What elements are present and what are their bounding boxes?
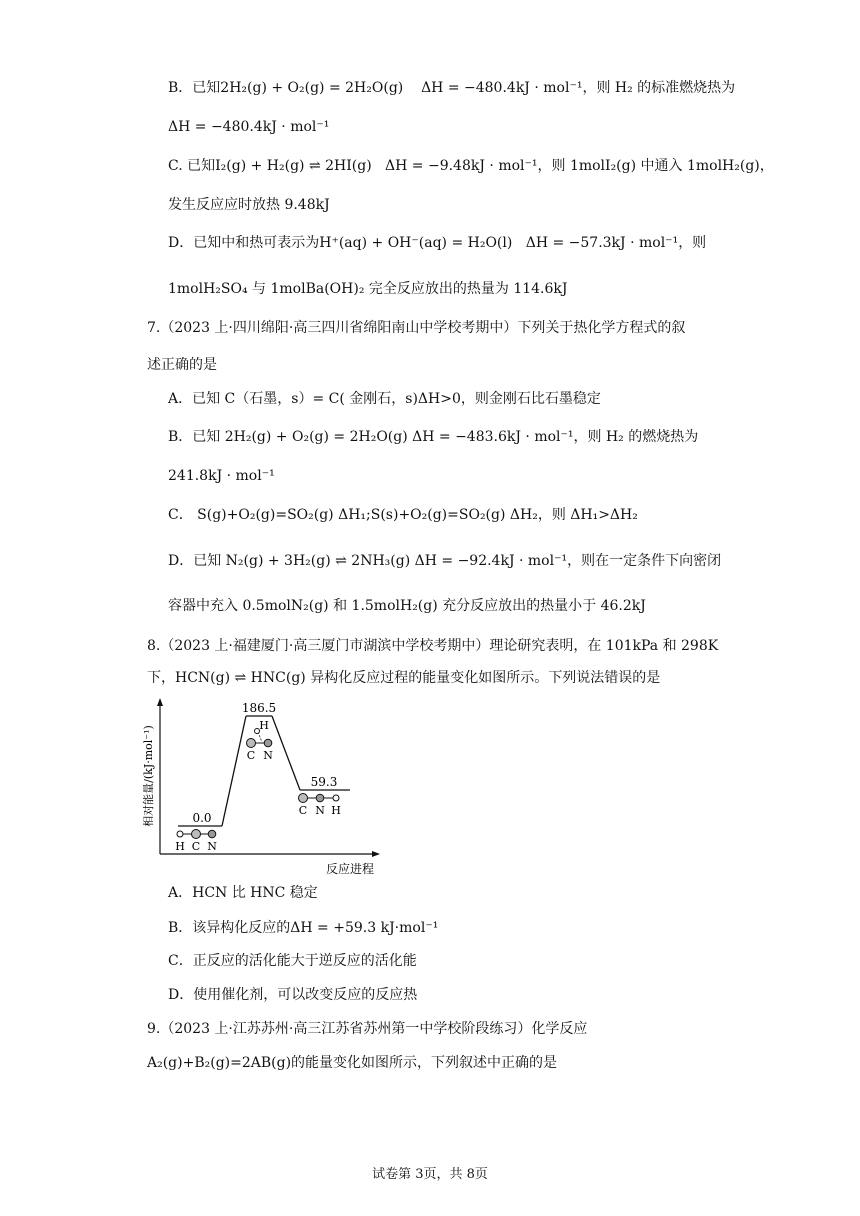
- path-fall: [272, 716, 300, 790]
- q9-stem: 9.（2023 上·江苏苏州·高三江苏省苏州第一中学校阶段练习）化学反应: [147, 1021, 588, 1037]
- q7-option-b: B．已知 2H₂(g) + O₂(g) = 2H₂O(g) ΔH = −483.6kJ · mol⁻¹，则 H₂ 的燃烧热为: [168, 429, 699, 445]
- atom-c: [247, 739, 256, 748]
- molecule-hcn: [175, 830, 217, 854]
- atom-c: [299, 794, 308, 803]
- atom-n: [316, 794, 324, 802]
- svg-text:H: H: [259, 719, 269, 732]
- svg-text:C: C: [298, 804, 308, 817]
- svg-text:N: N: [263, 749, 273, 762]
- q6-option-b: B．已知2H₂(g) + O₂(g) = 2H₂O(g) ΔH = −480.4kJ · mol⁻¹，则 H₂ 的标准燃烧热为: [168, 80, 736, 96]
- molecule-transition-state: [247, 719, 274, 762]
- q6-option-d: D．已知中和热可表示为H⁺(aq) + OH⁻(aq) = H₂O(l) ΔH = −57.3kJ · mol⁻¹，则: [168, 235, 707, 251]
- svg-text:N: N: [315, 804, 325, 817]
- page-footer: 试卷第 3页，共 8页: [372, 1167, 488, 1182]
- q6-option-d-cont: 1molH₂SO₄ 与 1molBa(OH)₂ 完全反应放出的热量为 114.6kJ: [168, 281, 568, 297]
- svg-text:C: C: [191, 840, 201, 853]
- path-rise: [222, 716, 246, 826]
- q8-stem: 8.（2023 上·福建厦门·高三厦门市湖滨中学校考期中）理论研究表明，在 101kPa 和 298K: [147, 638, 719, 654]
- atom-h: [333, 795, 339, 801]
- q7-option-d-cont: 容器中充入 0.5molN₂(g) 和 1.5molH₂(g) 充分反应放出的热量小于 46.2kJ: [168, 598, 646, 614]
- x-axis-arrow: [372, 851, 380, 857]
- y-axis-arrow: [157, 698, 163, 706]
- q8-option-a: A．HCN 比 HNC 稳定: [168, 885, 318, 901]
- q7-stem-cont: 述正确的是: [147, 357, 217, 373]
- q7-option-b-cont: 241.8kJ · mol⁻¹: [168, 468, 275, 484]
- q6-option-c: C. 已知I₂(g) + H₂(g) ⇌ 2HI(g) ΔH = −9.48kJ · mol⁻¹，则 1molI₂(g) 中通入 1molH₂(g)，: [168, 158, 774, 174]
- svg-text:C: C: [246, 749, 256, 762]
- x-axis-label: 反应进程: [325, 862, 375, 876]
- svg-text:H: H: [331, 804, 341, 817]
- q7-option-d: D．已知 N₂(g) + 3H₂(g) ⇌ 2NH₃(g) ΔH = −92.4kJ · mol⁻¹，则在一定条件下向密闭: [168, 553, 722, 569]
- value-start: 0.0: [192, 811, 212, 825]
- q8-option-b: B．该异构化反应的ΔH = +59.3 kJ·mol⁻¹: [168, 920, 439, 936]
- q7-option-a: A．已知 C（石墨，s）= C( 金刚石，s)ΔH>0，则金刚石比石墨稳定: [168, 391, 601, 407]
- svg-text:N: N: [207, 840, 217, 853]
- molecule-hnc: [299, 794, 341, 818]
- q6-option-b-cont: ΔH = −480.4kJ · mol⁻¹: [168, 119, 330, 135]
- q6-option-c-cont: 发生反应应时放热 9.48kJ: [168, 197, 330, 213]
- atom-n: [264, 739, 272, 747]
- q9-stem-cont: A₂(g)+B₂(g)=2AB(g)的能量变化如图所示，下列叙述中正确的是: [147, 1055, 558, 1071]
- svg-text:H: H: [175, 840, 185, 853]
- q7-option-c: C． S(g)+O₂(g)=SO₂(g) ΔH₁;S(s)+O₂(g)=SO₂(g) ΔH₂，则 ΔH₁>ΔH₂: [168, 507, 638, 523]
- y-axis-label: 相对能量/(kJ·mol⁻¹): [142, 725, 155, 827]
- atom-n: [208, 830, 216, 838]
- q8-option-c: C．正反应的活化能大于逆反应的活化能: [168, 953, 417, 969]
- atom-c: [192, 830, 201, 839]
- value-ts: 186.5: [241, 701, 277, 715]
- atom-h: [177, 831, 183, 837]
- value-end: 59.3: [310, 775, 338, 789]
- q8-stem-cont: 下，HCN(g) ⇌ HNC(g) 异构化反应过程的能量变化如图所示。下列说法错误的是: [147, 670, 661, 686]
- energy-diagram: [140, 696, 400, 878]
- q7-stem: 7.（2023 上·四川绵阳·高三四川省绵阳南山中学校考期中）下列关于热化学方程式的叙: [147, 320, 686, 336]
- q8-option-d: D．使用催化剂，可以改变反应的反应热: [168, 987, 418, 1003]
